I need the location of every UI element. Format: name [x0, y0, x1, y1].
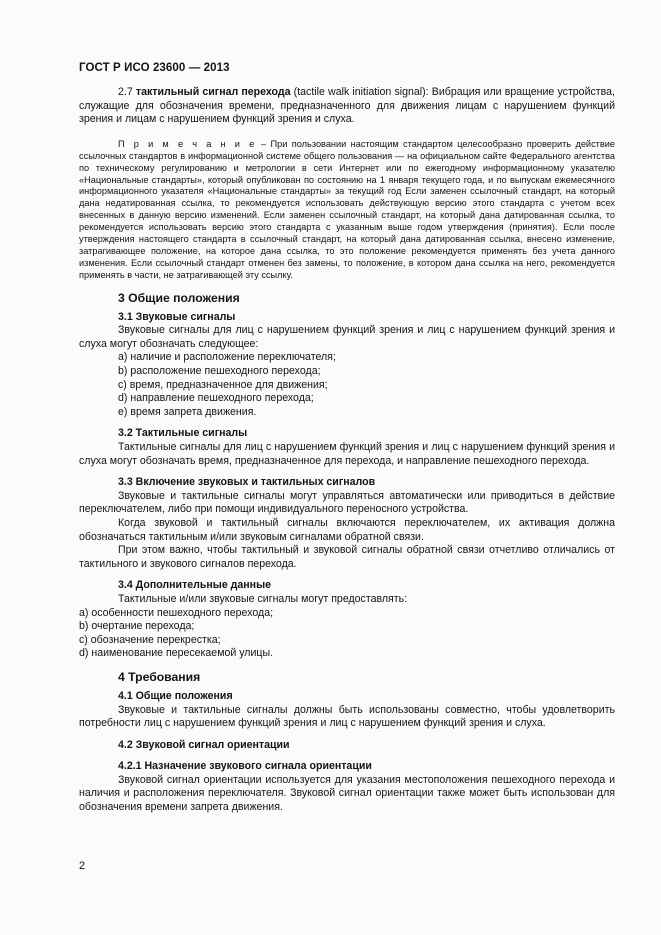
document-header: ГОСТ Р ИСО 23600 — 2013: [79, 62, 230, 74]
subsection-4-2-1-text: Звуковой сигнал ориентации используется для указания местоположения пешеходного перехода и наличия и расположения переключателя. Звуковой сигнал ориентации также может быть использован для обозначения времени запрета движения.: [79, 773, 615, 814]
subsection-3-4-heading: 3.4 Дополнительные данные: [118, 579, 272, 592]
clause-number: 2.7: [118, 86, 133, 98]
list-item: а) наличие и расположение переключателя;: [118, 351, 336, 364]
list-item: b) очертание перехода;: [79, 620, 195, 633]
subsection-4-1-heading: 4.1 Общие положения: [118, 689, 233, 702]
subsection-4-1-text: Звуковые и тактильные сигналы должны быть использованы совместно, чтобы удовлетворить потребности лиц с нарушением функций зрения и лиц с нарушением функций зрения и слуха.: [79, 703, 615, 730]
subsection-4-2-1-heading: 4.2.1 Назначение звукового сигнала ориентации: [118, 760, 372, 773]
subsection-3-1-text: Звуковые сигналы для лиц с нарушением функций зрения и лиц с нарушением функций зрения и слуха могут обозначать следующее:: [79, 324, 615, 350]
list-item: b) расположение пешеходного перехода;: [118, 365, 321, 378]
clause-2-7: [79, 86, 615, 127]
subsection-3-3-p2: Когда звуковой и тактильный сигналы включаются переключателем, их активация должна обозначаться тактильным и/или звуковым сигналами обратной связи.: [79, 516, 615, 543]
subsection-3-2-text: Тактильные сигналы для лиц с нарушением функций зрения и лиц с нарушением функций зрения и слуха могут обозначать время, предназначенное для перехода, и направление пешеходного перехода.: [79, 441, 615, 467]
clause-term: тактильный сигнал перехода: [135, 86, 291, 98]
section-3-heading: 3 Общие положения: [118, 290, 240, 305]
clause-text: (tactile walk initiation signal): Вибрация или вращение устройства, служащие для обозначения времени, предназначенного для движения лицам с нарушением функций зрения и лицам с нарушением функций зрения и слуха.: [79, 86, 615, 126]
list-item: d) направление пешеходного перехода;: [118, 392, 314, 405]
subsection-3-3-p3: При этом важно, чтобы тактильный и звуковой сигналы обратной связи отчетливо отличались от тактильного и звукового сигналов перехода.: [79, 544, 615, 570]
list-item: c) обозначение перекрестка;: [79, 633, 221, 646]
list-item: а) особенности пешеходного перехода;: [79, 606, 274, 619]
subsection-3-3-p1: Звуковые и тактильные сигналы могут управляться автоматически или приводиться в действие переключателем, либо при помощи индивидуального переносного устройства.: [79, 489, 615, 516]
subsection-3-2-heading: 3.2 Тактильные сигналы: [118, 427, 248, 440]
subsection-3-4-text: Тактильные и/или звуковые сигналы могут предоставлять:: [118, 592, 408, 605]
subsection-4-2-heading: 4.2 Звуковой сигнал ориентации: [118, 738, 290, 751]
list-item: c) время, предназначенное для движения;: [118, 378, 328, 391]
list-item: d) наименование пересекаемой улицы.: [79, 647, 274, 660]
list-item: e) время запрета движения.: [118, 405, 257, 418]
note-paragraph: [79, 139, 615, 282]
subsection-3-3-heading: 3.3 Включение звуковых и тактильных сигналов: [118, 476, 376, 489]
document-body: [79, 86, 615, 815]
note-label: П р и м е ч а н и е: [118, 138, 257, 149]
note-text: – При пользовании настоящим стандартом целесообразно проверить действие ссылочных стандартов в информационной системе общего пользования — на официальном сайте Федерального агентства по техническому регулированию и метрологии в сети Интернет или по ежегодному информационному указателю «Национальные стандарты», который опубликован по состоянию на 1 января текущего года, и по выпускам ежемесячного информационного указателя «Национальные стандарты» за текущий год Если заменен ссылочный стандарт, на который дана недатированная ссылка, то рекомендуется использовать действующую версию этого стандарта с учетом всех внесенных в данную версию изменений. Если заменен ссылочный стандарт, на который дана датированная ссылка, то рекомендуется использовать версию этого стандарта с указанным выше годом утверждения (принятия). Если после утверждения настоящего стандарта в ссылочный стандарт, на который дана датированная ссылка, внесено изменение, затрагивающее положение, на которое дана ссылка, то это положение рекомендуется применять без учета данного изменения. Если ссылочный стандарт отменен без замены, то положение, в котором дана ссылка на него, рекомендуется применять в части, не затрагивающей эту ссылку.: [79, 138, 615, 280]
section-4-heading: 4 Требования: [118, 669, 201, 684]
subsection-3-1-heading: 3.1 Звуковые сигналы: [118, 310, 236, 323]
page-number: 2: [79, 860, 86, 872]
